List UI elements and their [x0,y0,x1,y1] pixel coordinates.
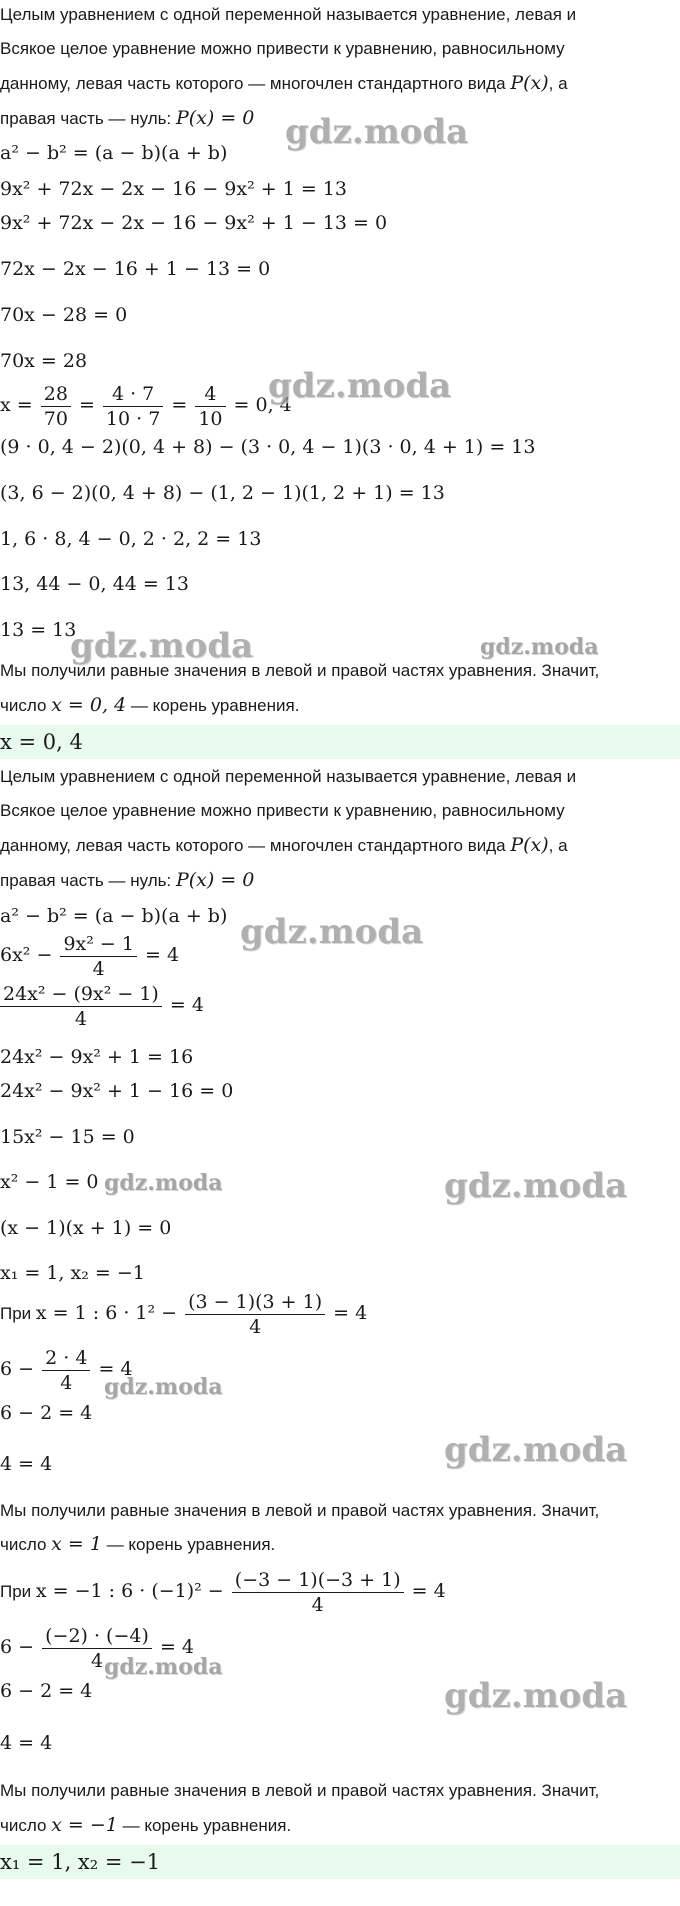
frac-num: (3 − 1)(3 + 1) [185,1290,325,1315]
intro-line-2: Всякое целое уравнение можно привести к уравнению, равносильному [0,39,565,58]
answer-1: x = 0, 4 [0,730,83,754]
conclusion-line-1: Мы получили равные значения в левой и правой частях уравнения. Значит, [0,661,600,680]
px-term: P(x) [510,72,549,94]
eq-line-1 [0,930,179,981]
conclusion3-line-1: Мы получили равные значения в левой и правой частях уравнения. Значит, [0,1781,600,1800]
intro2-line-1: Целым уравнением с одной переменной называется уравнение, левая и [0,767,577,786]
intro2-suffix: , а [548,836,568,855]
step2-4: x² − 1 = 0 [0,1171,99,1193]
answer-2: x₁ = 1, x₂ = −1 [0,1850,161,1874]
check-tail: = 4 [333,1302,368,1324]
px-term: P(x) [510,834,549,856]
conclusion-text-a: число [0,696,52,715]
s1-tail: = 4 [98,1358,133,1380]
px-zero: P(x) = 0 [175,107,255,129]
step2-2: 24x² − 9x² + 1 − 16 = 0 [0,1080,234,1102]
check-x1-fraction [185,1290,325,1339]
intro2-line-2: Всякое целое уравнение можно привести к уравнению, равносильному [0,801,565,820]
intro-line-4 [0,107,254,130]
check-cond: x = 1 : 6 · 1² − [35,1302,178,1324]
conclusion-text-a: число [0,1535,52,1554]
step2-5: (x − 1)(x + 1) = 0 [0,1217,172,1239]
check-xm1-step3: 4 = 4 [0,1732,53,1754]
fraction-28-70 [41,382,71,431]
s1-lead: 6 − [0,1358,35,1380]
solve-result: = 0, 4 [233,394,292,416]
step2-3: 15x² − 15 = 0 [0,1126,135,1148]
frac-den: 10 [198,407,223,430]
frac-num: 2 · 4 [42,1346,90,1371]
intro2-line-4 [0,869,254,892]
conclusion-math: x = 0, 4 [51,694,127,716]
frac-den: 4 [249,1315,262,1338]
eq-tail: = 4 [145,944,180,966]
watermark-logo: gdz.moda [444,1166,628,1206]
intro-line-3 [0,72,568,95]
s1-tail: = 4 [159,1636,195,1658]
watermark-logo: gdz.moda [104,1170,223,1196]
step2-6: x₁ = 1, x₂ = −1 [0,1262,145,1284]
intro2-line-4-text: правая часть — нуль: [0,871,176,890]
intro-line-1: Целым уравнением с одной переменной называется уравнение, левая и [0,5,577,24]
intro2-line-3 [0,834,568,857]
solve-lhs: x = [0,394,33,416]
step-4: 70x − 28 = 0 [0,304,128,326]
frac-num: 24x² − (9x² − 1) [0,982,162,1007]
eq-fraction [60,932,137,981]
frac-den: 4 [311,1593,324,1616]
check-1: (9 · 0, 4 − 2)(0, 4 + 8) − (3 · 0, 4 − 1)(3 · 0, 4 + 1) = 13 [0,436,536,458]
check-5: 13 = 13 [0,619,77,641]
s1-lead: 6 − [0,1636,35,1658]
check-xm1-fraction [232,1568,404,1617]
frac-num: (−3 − 1)(−3 + 1) [232,1568,404,1593]
frac-num: 28 [41,382,71,407]
conclusion3-line-2 [0,1814,291,1837]
watermark-logo: gdz.moda [285,112,469,152]
intro-suffix: , а [548,74,568,93]
frac-num: 4 · 7 [103,382,163,407]
frac-num: (−2) · (−4) [42,1624,152,1649]
check-lead: При [0,1304,36,1323]
watermark-logo: gdz.moda [268,366,452,406]
check-4: 13, 44 − 0, 44 = 13 [0,573,189,595]
eq-line-2 [0,980,204,1031]
conclusion-text-a: число [0,1816,52,1835]
step-2: 9x² + 72x − 2x − 16 − 9x² + 1 − 13 = 0 [0,212,388,234]
frac-num: 4 [195,382,225,407]
frac-num: 9x² − 1 [60,932,137,957]
px-zero: P(x) = 0 [175,869,255,891]
fraction-4x7 [103,382,163,431]
eq2-tail: = 4 [169,994,204,1016]
s1-fraction [42,1346,90,1395]
conclusion-math: x = 1 [51,1533,102,1555]
watermark-logo: gdz.moda [444,1430,628,1470]
check-cond: x = −1 : 6 · (−1)² − [35,1580,224,1602]
conclusion2-line-2 [0,1533,275,1556]
conclusion2-line-1: Мы получили равные значения в левой и правой частях уравнения. Значит, [0,1501,600,1520]
check-3: 1, 6 · 8, 4 − 0, 2 · 2, 2 = 13 [0,528,262,550]
frac-den: 10 · 7 [105,407,161,430]
conclusion-line-2 [0,694,299,717]
intro-line-3-text: данному, левая часть которого — многочлен стандартного вида [0,74,511,93]
frac-den: 4 [74,1007,87,1030]
step-5: 70x = 28 [0,350,88,372]
watermark-logo: gdz.moda [104,1654,223,1680]
watermark-logo: gdz.moda [480,634,599,660]
watermark-logo: gdz.moda [240,912,424,952]
conclusion-math: x = −1 [51,1814,118,1836]
watermark-logo: gdz.moda [444,1676,628,1716]
identity: a² − b² = (a − b)(a + b) [0,142,228,164]
watermark-logo: gdz.moda [104,1374,223,1400]
frac-den: 70 [43,407,68,430]
step-3: 72x − 2x − 16 + 1 − 13 = 0 [0,258,271,280]
check-xm1-step2: 6 − 2 = 4 [0,1680,93,1702]
check-lead: При [0,1582,36,1601]
check-2: (3, 6 − 2)(0, 4 + 8) − (1, 2 − 1)(1, 2 + 1) = 13 [0,482,445,504]
identity-2: a² − b² = (a − b)(a + b) [0,905,228,927]
step-1: 9x² + 72x − 2x − 16 − 9x² + 1 = 13 [0,178,347,200]
check-x1-step2: 6 − 2 = 4 [0,1402,93,1424]
answer-box-1 [0,725,680,759]
solve-line: x = $\frac{28}{70}$ = $\frac{4 \cdot 7}{10 \cdot 7}$ = $\frac{4}{10}$ = 0, 4 [0,382,292,430]
step2-1: 24x² − 9x² + 1 = 16 [0,1046,194,1068]
eq-lead: 6x² − [0,944,53,966]
intro-line-4-text: правая часть — нуль: [0,109,176,128]
check-tail: = 4 [411,1580,446,1602]
watermark-logo: gdz.moda [70,626,254,666]
eq2-fraction [0,982,162,1031]
check-xm1-line [0,1566,446,1617]
frac-den: 4 [92,957,105,980]
conclusion-text-b: — корень уравнения. [117,1816,292,1835]
frac-den: 4 [60,1371,73,1394]
conclusion-text-b: — корень уравнения. [101,1535,276,1554]
conclusion-text-b: — корень уравнения. [126,696,300,715]
check-x1-step3: 4 = 4 [0,1453,53,1475]
fraction-4-10 [195,382,225,431]
check-x1-line [0,1288,367,1339]
intro2-line-3-text: данному, левая часть которого — многочлен стандартного вида [0,836,511,855]
frac-den: 4 [90,1649,104,1672]
